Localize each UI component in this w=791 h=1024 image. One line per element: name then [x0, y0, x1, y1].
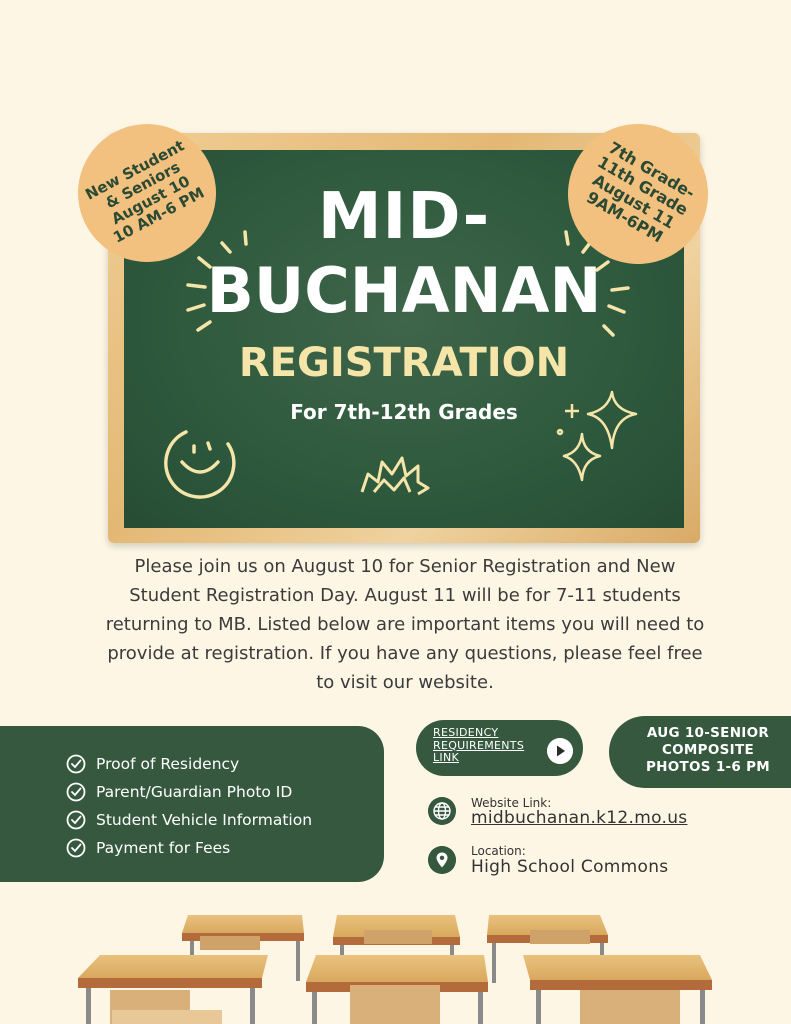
list-item-label: Student Vehicle Information: [96, 811, 313, 829]
new-student-date-text: New Student & Seniors August 10 10 AM-6 PM: [82, 136, 208, 247]
title-line-1: MID-: [317, 180, 491, 254]
residency-requirements-link[interactable]: RESIDENCY REQUIREMENTS LINK: [433, 726, 525, 764]
website-url-link[interactable]: midbuchanan.k12.mo.us: [471, 808, 688, 828]
desk: [306, 955, 488, 1024]
desk: [78, 955, 268, 1024]
check-circle-icon: [66, 782, 86, 802]
list-item-label: Parent/Guardian Photo ID: [96, 783, 293, 801]
desk: [523, 955, 712, 1024]
list-item-label: Payment for Fees: [96, 839, 231, 857]
check-circle-icon: [66, 810, 86, 830]
website-label: Website Link:: [471, 796, 552, 810]
list-item: [66, 778, 312, 806]
required-items-list: [66, 750, 312, 862]
grades-subtitle: For 7th-12th Grades: [290, 400, 518, 424]
location-value: High School Commons: [471, 857, 669, 877]
check-circle-icon: [66, 754, 86, 774]
location-label: Location:: [471, 844, 526, 858]
globe-icon: [428, 797, 456, 825]
senior-photos-text: AUG 10-SENIOR COMPOSITE PHOTOS 1-6 PM: [645, 725, 771, 775]
list-item-label: Proof of Residency: [96, 755, 240, 773]
list-item: [66, 834, 312, 862]
list-item: [66, 750, 312, 778]
intro-paragraph: Please join us on August 10 for Senior Registration and New Student Registration Day. August 11 will be for 7-11 students returning to MB. Listed below are important items you will need to provide at registration. If you have any questions, please feel free to visit our website.: [105, 556, 705, 693]
registration-heading: REGISTRATION: [238, 340, 570, 386]
check-circle-icon: [66, 838, 86, 858]
grade-7-11-date-text: 7th Grade- 11th Grade August 11 9AM-6PM: [583, 137, 699, 247]
map-pin-icon: [428, 846, 456, 874]
list-item: [66, 806, 312, 834]
play-arrow-icon[interactable]: [547, 738, 573, 764]
title-line-2: BUCHANAN: [206, 254, 602, 327]
classroom-desks-illustration: [0, 905, 791, 1024]
